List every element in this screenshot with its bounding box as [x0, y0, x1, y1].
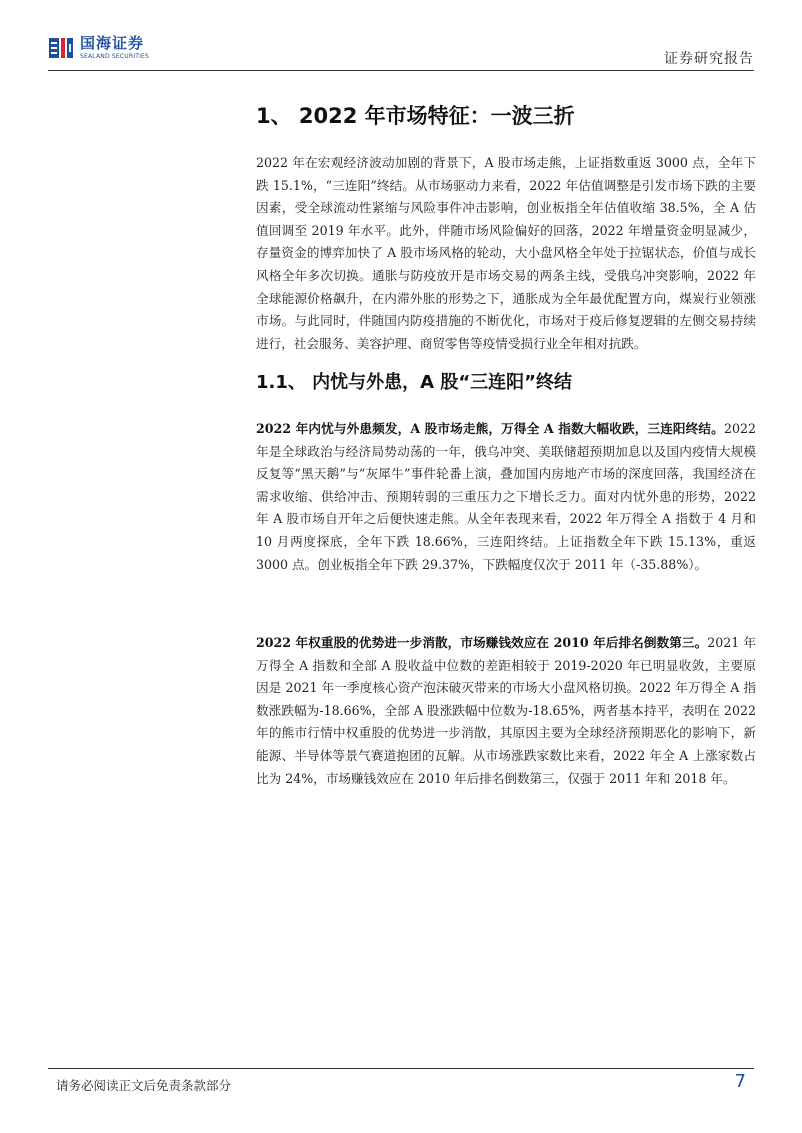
logo-english-name: SEALAND SECURITIES: [80, 53, 150, 60]
report-type-label: 证券研究报告: [664, 51, 754, 67]
section-1-1-heading: 1.1、 内忧与外患，A 股“三连阳”终结: [256, 372, 573, 393]
header-divider: [48, 70, 754, 71]
logo-chinese-name: 国海证券: [80, 34, 145, 52]
paragraph-1-body-text: 2022 年是全球政治与经济局势动荡的一年，俄乌冲突、美联储超预期加息以及国内疫情大规模反复等“黑天鹅”与“灰犀牛”事件轮番上演，叠加国内房地产市场的深度回落，我国经济在需求收缩、供给冲击、预期转弱的三重压力之下增长乏力。面对内忧外患的形势，2022 年 A 股市场自开年之后便快速走熊。从全年表现来看，2022 年万得全 A 指数于 4 月和 10 月两度探底，全年下跌 18.66%，三连阳终结。上证指数全年下跌 15.13%，重返 3000 点。创业板指全年下跌 29.37%，下跌幅度仅次于 2011 年（-35.88%）。: [256, 421, 756, 572]
footer-divider: [48, 1068, 754, 1069]
section-1-heading: 1、 2022 年市场特征：一波三折: [256, 104, 575, 128]
sealand-logo-icon: [48, 35, 74, 61]
paragraph-2-lead-sentence: 2022 年权重股的优势进一步消散，市场赚钱效应在 2010 年后排名倒数第三。: [256, 635, 708, 650]
section-1-body: 2022 年在宏观经济波动加剧的背景下，A 股市场走熊，上证指数重返 3000 点，全年下跌 15.1%，“三连阳”终结。从市场驱动力来看，2022 年估值调整是引发市场下跌的主要因素，受全球流动性紧缩与风险事件冲击影响，创业板指全年估值收缩 38.5%，全 A 估值回调至 2019 年水平。此外，伴随市场风险偏好的回落，2022 年增量资金明显减少，存量资金的博弈加快了 A 股市场风格的轮动，大小盘风格全年处于拉锯状态，价值与成长风格全年多次切换。通胀与防疫放开是市场交易的两条主线，受俄乌冲突影响，2022 年全球能源价格飙升，在内滞外胀的形势之下，通胀成为全年最优配置方向，煤炭行业领涨市场。与此同时，伴随国内防疫措施的不断优化，市场对于疫后修复逻辑的左侧交易持续进行，社会服务、美容护理、商贸零售等疫情受损行业全年相对抗跌。: [256, 155, 756, 351]
disclaimer-note: 请务必阅读正文后免责条款部分: [56, 1078, 232, 1093]
section-1-1-paragraph-1: [256, 418, 756, 576]
paragraph-1-lead-sentence: 2022 年内忧与外患频发，A 股市场走熊，万得全 A 指数大幅收跌，三连阳终结。: [256, 421, 724, 436]
section-1-1-paragraph-2: [256, 632, 756, 790]
page-header: [48, 0, 754, 80]
company-logo: [48, 32, 149, 64]
page-number: 7: [734, 1071, 746, 1092]
paragraph-2-body-text: 2021 年万得全 A 指数和全部 A 股收益中位数的差距相较于 2019-2020 年已明显收敛，主要原因是 2021 年一季度核心资产泡沫破灭带来的市场大小盘风格切换。2022 年万得全 A 指数涨跌幅为-18.66%，全部 A 股涨跌幅中位数为-18.65%，两者基本持平，表明在 2022 年的熊市行情中权重股的优势进一步消散，其原因主要为全球经济预期恶化的影响下，新能源、半导体等景气赛道抱团的瓦解。从市场涨跌家数比来看，2022 年全 A 上涨家数占比为 24%，市场赚钱效应在 2010 年后排名倒数第三，仅强于 2011 年和 2018 年。: [256, 635, 756, 786]
